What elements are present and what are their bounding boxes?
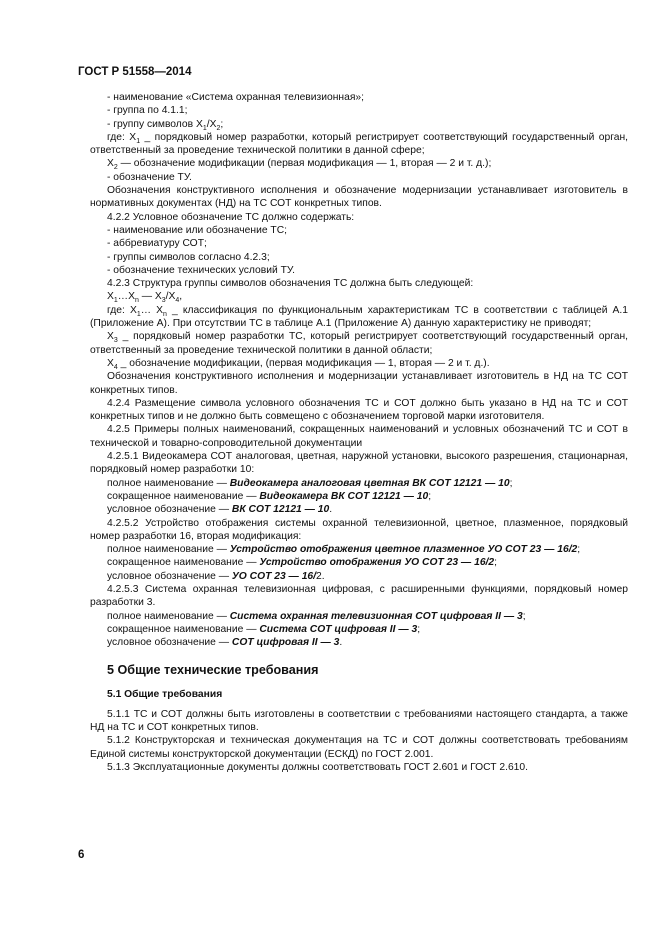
section-5-heading: 5 Общие технические требования	[107, 663, 319, 678]
formula: $X_1\dots X_n$ — $X_3/X_4$,	[107, 291, 183, 305]
clause-4-2-5-1: 4.2.5.1 Видеокамера СОТ аналоговая, цветная, наружной установки, высокого разрешения, стационарная, порядковый номер разработки 10:	[90, 451, 628, 476]
clause-4-2-5: 4.2.5 Примеры полных наименований, сокращенных наименований и условных обозначений ТС и СОТ в технической и товарно-сопроводительной документации	[90, 424, 628, 449]
list-item: - аббревиатуру СОТ;	[107, 238, 207, 250]
example-line: полное наименование — Система охранная телевизионная СОТ цифровая II — 3;	[107, 610, 526, 622]
example-line: условное обозначение — СОТ цифровая II — 3.	[107, 637, 343, 649]
text-line: - обозначение ТУ.	[107, 171, 192, 183]
clause-5-1-2: 5.1.2 Конструкторская и техническая документация на ТС и СОТ должны соответствовать требованиям Единой системы конструкторской документации (ЕСКД) по ГОСТ 2.001.	[90, 735, 628, 760]
example-line: сокращенное наименование — Система СОТ цифровая II — 3;	[107, 623, 421, 635]
example-line: сокращенное наименование — Видеокамера ВК СОТ 12121 — 10;	[107, 490, 432, 502]
example-line: условное обозначение — УО СОТ 23 — 16/2.	[107, 570, 325, 582]
paragraph: Обозначения конструктивного исполнения и модернизации устанавливает изготовитель в НД на ТС СОТ конкретных типов.	[90, 371, 628, 396]
example-line: полное наименование — Устройство отображения цветное плазменное УО СОТ 23 — 16/2;	[107, 544, 581, 556]
paragraph: Обозначения конструктивного исполнения и обозначение модернизации устанавливает изготовитель в нормативных документах (НД) на ТС СОТ конкретных типов.	[90, 185, 628, 210]
paragraph: где: $X_1\dots$ $X_n$ _ классификация по функциональным характеристикам ТС в соответствии с таблицей А.1 (Приложение А). При отсутствии ТС в таблице А.1 (Приложение А) данную характеристику не приводят;	[90, 304, 628, 330]
text-line: - наименование «Система охранная телевизионная»;	[107, 92, 364, 103]
example-line: условное обозначение — ВК СОТ 12121 — 10.	[107, 504, 333, 516]
paragraph: $X_4$ _ обозначение модификации, (первая модификация — 1, вторая — 2 и т. д.).	[107, 357, 490, 371]
paragraph: где: $X_1$ _ порядковый номер разработки, который регистрирует соответствующий государственный орган, ответственный за проведение технической политики в данной сфере;	[90, 131, 628, 157]
clause-5-1-1: 5.1.1 ТС и СОТ должны быть изготовлены в соответствии с требованиями настоящего стандарта, а также НД на ТС и СОТ конкретных типов.	[90, 708, 628, 734]
list-item: - обозначение технических условий ТУ.	[107, 264, 295, 276]
clause-4-2-2-title: 4.2.2 Условное обозначение ТС должно содержать:	[107, 211, 355, 223]
text-line: - группу символов $X_1/X_2$;	[107, 118, 224, 132]
paragraph: $X_2$ — обозначение модификации (первая модификация — 1, вторая — 2 и т. д.);	[107, 158, 492, 172]
clause-4-2-3-title: 4.2.3 Структура группы символов обозначения ТС должна быть следующей:	[107, 278, 474, 290]
clause-4-2-5-2: 4.2.5.2 Устройство отображения системы охранной телевизионной, цветное, плазменное, порядковый номер разработки 16, вторая модификация:	[90, 517, 628, 542]
document-header: ГОСТ Р 51558—2014	[78, 66, 192, 78]
list-item: - группы символов согласно 4.2.3;	[107, 251, 270, 263]
example-line: полное наименование — Видеокамера аналоговая цветная ВК СОТ 12121 — 10;	[107, 477, 513, 489]
page-number: 6	[78, 849, 85, 861]
page-content	[90, 91, 628, 774]
text-line: - группа по 4.1.1;	[107, 105, 188, 117]
paragraph: $X_3$ _ порядковый номер разработки ТС, который регистрирует соответствующий государственный орган, ответственный за проведение технической политики в данной области;	[90, 331, 628, 356]
clause-4-2-4: 4.2.4 Размещение символа условного обозначения ТС и СОТ должно быть указано в НД на ТС и СОТ конкретных типов и не должно быть совмещено с обозначением торговой марки изготовителя.	[90, 397, 628, 423]
subsection-5-1-heading: 5.1 Общие требования	[107, 689, 223, 701]
clause-4-2-5-3: 4.2.5.3 Система охранная телевизионная цифровая, с расширенными функциями, порядковый номер разработки 3.	[90, 583, 628, 609]
clause-5-1-3: 5.1.3 Эксплуатационные документы должны соответствовать ГОСТ 2.601 и ГОСТ 2.610.	[107, 761, 528, 773]
example-line: сокращенное наименование — Устройство отображения УО СОТ 23 — 16/2;	[107, 557, 498, 569]
list-item: - наименование или обозначение ТС;	[107, 224, 287, 236]
